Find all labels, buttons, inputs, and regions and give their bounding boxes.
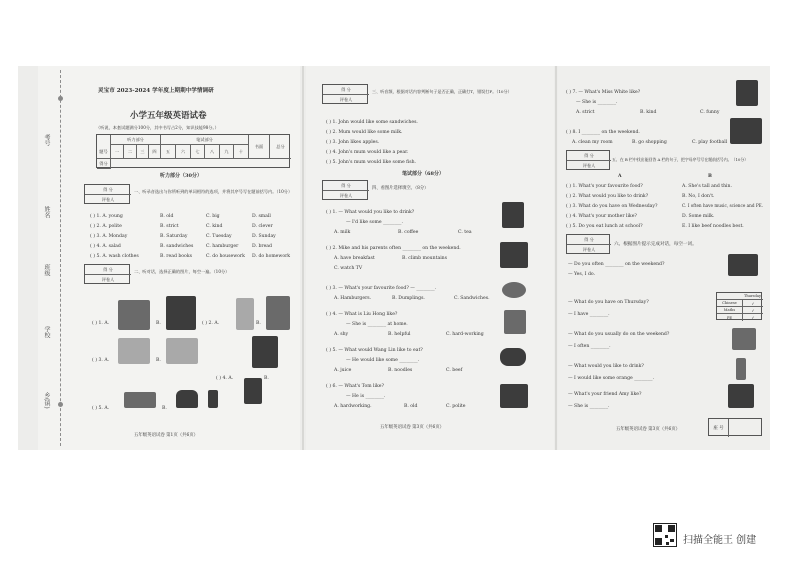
section-5-instruction: 五、在 B 栏中找出能回答 A 栏的句子，把字母序号写在题前括号内。（10分） <box>612 157 749 162</box>
page-1-footer: 五年级英语试卷 第1页（共6页） <box>134 433 199 438</box>
painter-icon <box>266 296 290 330</box>
score-box: 得 分 评卷人 <box>322 84 368 104</box>
boy-ping-pong-icon <box>166 296 196 330</box>
girl-helping-icon <box>728 384 754 408</box>
boy-reading-book-icon <box>732 328 756 350</box>
section-4-instruction: 四、看图片选择填空。（8分） <box>372 186 429 191</box>
page-3-footer: 五年级英语试卷 第3页（共6页） <box>616 427 681 432</box>
timetable-a-icon <box>118 338 150 364</box>
noodles-icon <box>500 348 526 366</box>
seat-number-box: 座 号 <box>708 418 762 436</box>
score-box: 得 分 评卷人 <box>84 264 130 284</box>
section-3-instruction: 三、听音频，根据对话内容判断句子是否正确，正确打T，错误打F。（10分） <box>372 89 512 94</box>
score-table: 听力部分 笔试部分 书面 总分 题号 一 二 三 四 五 六 七 八 九 十 得分 <box>96 134 290 168</box>
score-box: 得 分 评卷人 <box>566 234 610 254</box>
juice-icon <box>208 390 218 408</box>
exam-note: （听说，本套试题满分100分，其中书写占2分，知识技能98分。） <box>96 125 219 130</box>
qr-code-icon <box>653 523 677 547</box>
timetable: Thursday Chinese ✓ Maths ✓ PE ✓ <box>716 292 762 320</box>
page-fold <box>555 66 557 450</box>
exam-page-2: 得 分 评卷人 三、听音频，根据对话内容判断句子是否正确，正确打T，错误打F。（10分） ( ) 1. John would like some sandwiches. ( ) 2. Mum would like some milk. ( ) 3. John likes apples. ( ) 4. John's mum would like a pear. ( ) 5. John's mum would like some fish. 笔试部分（68分） 得 分 评卷人 四、看图片选择填空。（8分） ( ) 1. — What would you like to drink? — I'd like some ________. A. milk B. coffee C. tea ( ) 2. Mike and his parents often ________ on the weekend. A. have breakfast B. climb mountains C. watch TV ( ) 3. — What's your favourite food? — ________. A. Hamburgers. B. Dumplings. C. Sandwiches. ( ) 4. — What is Liu Hong like? — She is ________ at home. A. shy B. helpful C. hard-working ( ) 5. — What would Wang Lin like to eat? — He would like some ________. A. juice B. noodles C. beef ( ) 6. — What's Tom like? — He is ________. A. hardworking. B. old C. polite 五年级英语试卷 第3页（共6页） <box>306 66 554 450</box>
hamburger-icon <box>176 390 198 408</box>
family-dinner-icon <box>118 300 150 330</box>
section-2-instruction: 二、听对话，选择正确的图片，每空一遍。（10分） <box>134 269 230 274</box>
exam-title: 小学五年级英语试卷 <box>130 111 207 121</box>
binding-hole <box>58 96 63 101</box>
binding-line <box>60 70 61 446</box>
boy-running-icon <box>244 378 262 404</box>
scanned-exam-spread <box>18 66 770 450</box>
people-activity-icon <box>728 254 758 276</box>
timetable-b-icon <box>166 338 198 364</box>
boy-drinking-icon <box>502 202 524 228</box>
girl-cleaning-icon <box>504 310 526 334</box>
family-hiking-icon <box>500 242 528 268</box>
listening-title: 听力部分（30分） <box>160 173 202 179</box>
score-box: 得 分 评卷人 <box>566 150 610 170</box>
section-6-instruction: 六、根据图片提示完成对话，每空一词。 <box>614 242 697 247</box>
football-icon <box>730 118 762 144</box>
side-label-town: 乡(镇) <box>43 392 50 409</box>
section-1-instruction: 一、听录音选出与你所听到的单词相符的选项，并将其序号写在题前括号内。（10分） <box>134 189 293 194</box>
boy-reading-icon <box>500 384 528 408</box>
exam-page-3: ( ) 7. — What's Miss White like? — She is ________. A. strict B. kind C. funny ( ) 8. I ________ on the weekend. A. clean my room B. go shopping C. play football 得 分 评卷人 五、在 B 栏中找出能回答 A 栏的句子，把字母序号写在题前括号内。（10分） A B ( ) 1. What's your favourite food? A. She's tall and thin. ( ) 2. What would you like to drink? B. No, I don't. ( ) 3. What do you have on Wednesday? C. I often have music, science and PE. ( ) 4. What's your mother like? D. Some milk. ( ) 5. Do you eat lunch at school? E. I like beef noodles best. 得 分 评卷人 六、根据图片提示完成对话，每空一词。 — Do you often ________ on the weekend? — Yes, I do. — What do you have on Thursday? — I have ________. Thursday Chinese ✓ Maths ✓ PE ✓ — What do you usually do on the weekend? — I often ________. — What would you like to drink? — I would like some orange ________. — What's your friend Amy like? — She is ________. 五年级英语试卷 第3页（共6页） 座 号 <box>558 66 770 450</box>
binding-hole <box>58 402 63 407</box>
scanner-brand-label: 扫描全能王 创建 <box>683 535 757 546</box>
exam-page-1: 考号 姓名 班级 学校 乡(镇) 灵宝市 2023-2024 学年度上期期中学情调研 小学五年级英语试卷 （听说，本套试题满分100分，其中书写占2分，知识技能98分。） 听力部分 笔试部分 书面 总分 题号 一 二 三 四 五 六 七 八 九 十 得分 听力部分（30分） 得 分 评卷人 一、听录音选出与你所听到的单词相符的选项，并将其序号写在题前括号内。（10分） ( ) 1. A. young B. old C. big D. small ( ) 2. A. polite B. strict C. kind D. clever ( ) 3. A. Monday B. Saturday C. Tuesday D. Sunday ( ) 4. A. salad B. sandwiches C. hamburger D. bread ( ) 5. A. wash clothes B. read books C. do housework D. do homework 得 分 评卷人 二、听对话，选择正确的图片，每空一遍。（10分） ( ) 1. A. B. ( ) 2. A. B. ( ) 3. A. B. ( ) 4. A. B. ( ) 5. A. B. 五年级英语试卷 第1页（共6页） <box>38 66 300 450</box>
score-box: 得 分 评卷人 <box>322 180 368 200</box>
page-2-footer: 五年级英语试卷 第3页（共6页） <box>380 425 445 430</box>
side-label-id: 考号 <box>43 134 50 146</box>
orange-juice-icon <box>736 358 746 380</box>
side-label-name: 姓名 <box>43 206 50 218</box>
side-label-class: 班级 <box>43 264 50 276</box>
teacher-icon <box>736 80 758 106</box>
exam-header: 灵宝市 2023-2024 学年度上期期中学情调研 <box>98 88 214 94</box>
sandwiches-icon <box>124 392 156 408</box>
dumplings-icon <box>502 282 526 298</box>
side-label-school: 学校 <box>43 326 50 338</box>
boy-football-icon <box>252 336 278 368</box>
score-box: 得 分 评卷人 <box>84 184 130 204</box>
girl-standing-icon <box>236 298 254 330</box>
page-fold <box>302 66 304 450</box>
written-title: 笔试部分（68分） <box>402 171 444 177</box>
